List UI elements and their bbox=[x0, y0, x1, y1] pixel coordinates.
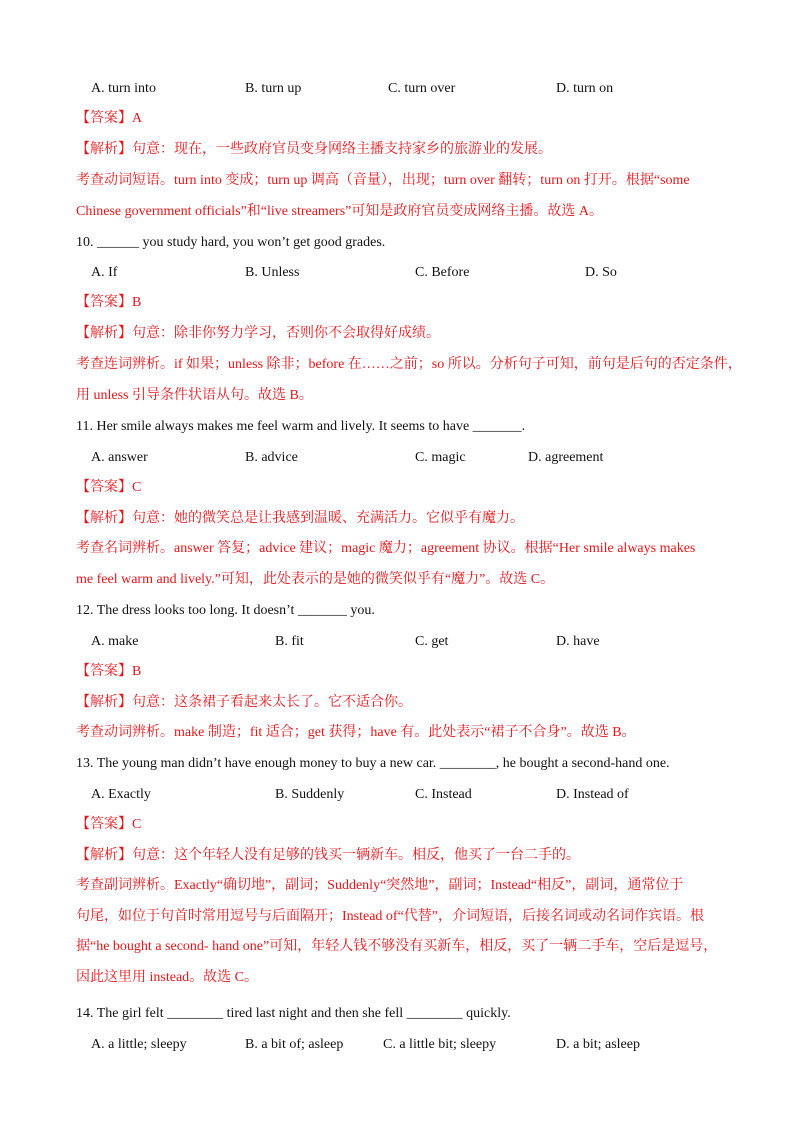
q14-option-d: D. a bit; asleep bbox=[556, 1037, 640, 1052]
q13-analysis-line: 因此这里用 instead。故选 C。 bbox=[76, 970, 258, 985]
q9-analysis-line: 【解析】句意：现在，一些政府官员变身网络主播支持家乡的旅游业的发展。 bbox=[76, 142, 552, 157]
q14-question: 14. The girl felt ________ tired last night and then she fell ________ quickly. bbox=[76, 1006, 511, 1021]
q11-answer: 【答案】C bbox=[76, 480, 142, 495]
q11-option-d: D. agreement bbox=[528, 450, 604, 465]
q10-analysis-line: 用 unless 引导条件状语从句。故选 B。 bbox=[76, 388, 313, 403]
q13-option-c: C. Instead bbox=[415, 787, 472, 802]
q13-option-a: A. Exactly bbox=[91, 787, 151, 802]
q10-analysis-line: 【解析】句意：除非你努力学习，否则你不会取得好成绩。 bbox=[76, 326, 440, 341]
q12-option-d: D. have bbox=[556, 634, 600, 649]
q9-analysis-line: 考查动词短语。turn into 变成；turn up 调高（音量），出现；turn over 翻转；turn on 打开。根据“some bbox=[76, 173, 690, 188]
q12-answer: 【答案】B bbox=[76, 664, 142, 679]
q11-option-c: C. magic bbox=[415, 450, 466, 465]
q14-option-b: B. a bit of; asleep bbox=[245, 1037, 344, 1052]
q11-option-b: B. advice bbox=[245, 450, 298, 465]
q13-analysis-line: 据“he bought a second- hand one”可知，年轻人钱不够没有买新车，相反，买了一辆二手车，空后是逗号， bbox=[76, 939, 718, 954]
q10-option-c: C. Before bbox=[415, 265, 470, 280]
q9-option-c: C. turn over bbox=[388, 81, 456, 96]
q10-answer: 【答案】B bbox=[76, 295, 142, 310]
q10-analysis-line: 考查连词辨析。if 如果；unless 除非；before 在……之前；so 所以。分析句子可知，前句是后句的否定条件， bbox=[76, 357, 742, 372]
q13-option-b: B. Suddenly bbox=[275, 787, 345, 802]
q9-option-d: D. turn on bbox=[556, 81, 614, 96]
q12-option-c: C. get bbox=[415, 634, 449, 649]
q10-option-a: A. If bbox=[91, 265, 118, 280]
q14-option-a: A. a little; sleepy bbox=[91, 1037, 187, 1052]
q14-option-c: C. a little bit; sleepy bbox=[383, 1037, 497, 1052]
q12-option-a: A. make bbox=[91, 634, 139, 649]
q13-question: 13. The young man didn’t have enough money to buy a new car. ________, he bought a second-hand one. bbox=[76, 756, 670, 771]
q13-analysis-line: 【解析】句意：这个年轻人没有足够的钱买一辆新车。相反，他买了一台二手的。 bbox=[76, 848, 580, 863]
q12-analysis-line: 【解析】句意：这条裙子看起来太长了。它不适合你。 bbox=[76, 695, 412, 710]
q9-analysis-line: Chinese government officials”和“live streamers”可知是政府官员变成网络主播。故选 A。 bbox=[76, 204, 603, 219]
q9-option-a: A. turn into bbox=[91, 81, 156, 96]
q13-analysis-line: 考查副词辨析。Exactly“确切地”，副词；Suddenly“突然地”，副词；Instead“相反”，副词，通常位于 bbox=[76, 878, 684, 893]
q11-analysis-line: 考查名词辨析。answer 答复；advice 建议；magic 魔力；agreement 协议。根据“Her smile always makes bbox=[76, 541, 696, 556]
q13-analysis-line: 句尾，如位于句首时常用逗号与后面隔开；Instead of“代替”，介词短语，后接名词或动名词作宾语。根 bbox=[76, 909, 705, 924]
q11-question: 11. Her smile always makes me feel warm and lively. It seems to have _______. bbox=[76, 419, 526, 434]
q12-option-b: B. fit bbox=[275, 634, 304, 649]
q10-question: 10. ______ you study hard, you won’t get good grades. bbox=[76, 235, 386, 250]
q11-analysis-line: 【解析】句意：她的微笑总是让我感到温暖、充满活力。它似乎有魔力。 bbox=[76, 511, 524, 526]
q10-option-b: B. Unless bbox=[245, 265, 300, 280]
q9-option-b: B. turn up bbox=[245, 81, 302, 96]
q11-analysis-line: me feel warm and lively.”可知，此处表示的是她的微笑似乎有“魔力”。故选 C。 bbox=[76, 572, 555, 587]
q12-question: 12. The dress looks too long. It doesn’t _______ you. bbox=[76, 603, 375, 618]
q13-option-d: D. Instead of bbox=[556, 787, 629, 802]
q11-option-a: A. answer bbox=[91, 450, 148, 465]
q13-answer: 【答案】C bbox=[76, 817, 142, 832]
q12-analysis-line: 考查动词辨析。make 制造；fit 适合；get 获得；have 有。此处表示“裙子不合身”。故选 B。 bbox=[76, 725, 636, 740]
q9-answer: 【答案】A bbox=[76, 111, 143, 126]
q10-option-d: D. So bbox=[585, 265, 617, 280]
